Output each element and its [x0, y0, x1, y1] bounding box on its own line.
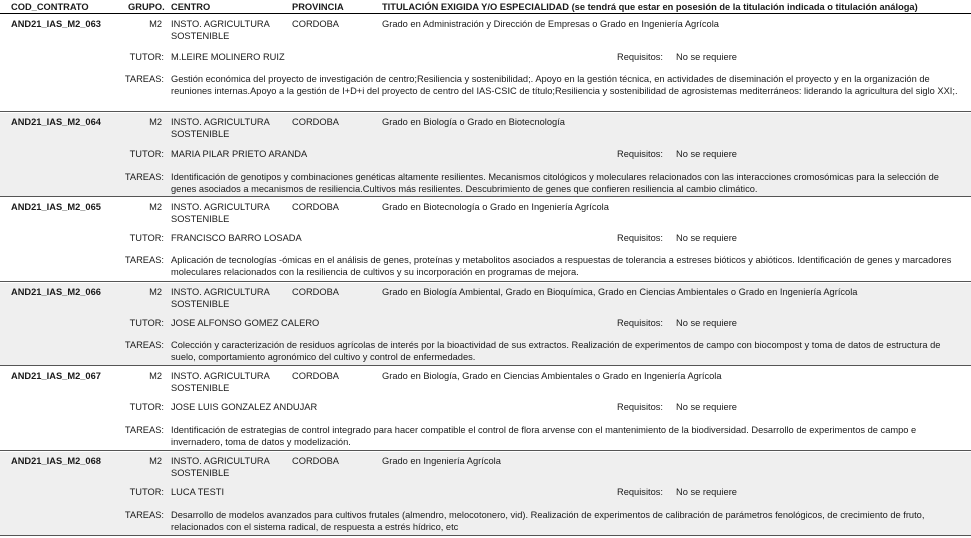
tutor-label: TUTOR:: [129, 318, 164, 328]
requirements-value: No se requiere: [676, 52, 737, 62]
tutor-name: FRANCISCO BARRO LOSADA: [171, 233, 302, 243]
requirements-value: No se requiere: [676, 233, 737, 243]
tutor-label: TUTOR:: [129, 149, 164, 159]
tutor-label: TUTOR:: [129, 52, 164, 62]
tasks-label: TAREAS:: [124, 74, 164, 84]
contract-code: AND21_IAS_M2_068: [11, 456, 101, 466]
requirements-value: No se requiere: [676, 487, 737, 497]
tasks-label: TAREAS:: [124, 425, 164, 435]
requirements-value: No se requiere: [676, 402, 737, 412]
header-centro: CENTRO: [171, 2, 211, 12]
tutor-name: JOSE ALFONSO GOMEZ CALERO: [171, 318, 320, 328]
table-row: [0, 367, 971, 451]
center-value: INSTO. AGRICULTURA SOSTENIBLE: [171, 117, 270, 139]
degree-value: Grado en Ingeniería Agrícola: [382, 456, 501, 466]
tasks-text: Aplicación de tecnologías -ómicas en el análisis de genes, proteínas y metabolitos asociados a respuestas de tolerancia a estreses bióticos y abióticos. Identificación de genes y marcadores moleculares relacionados con la resiliencia de cultivos y su incorporación en programas de mejora.: [171, 255, 952, 277]
degree-value: Grado en Biología Ambiental, Grado en Bioquímica, Grado en Ciencias Ambientales o Grado en Ingeniería Agrícola: [382, 287, 858, 297]
degree-value: Grado en Biología o Grado en Biotecnología: [382, 117, 565, 127]
requirements-label: Requisitos:: [617, 318, 663, 328]
group-value: M2: [149, 287, 162, 297]
group-value: M2: [149, 117, 162, 127]
province-value: CORDOBA: [292, 117, 340, 127]
table-row: [0, 15, 971, 112]
contract-code: AND21_IAS_M2_064: [11, 117, 101, 127]
tutor-name: JOSE LUIS GONZALEZ ANDUJAR: [171, 402, 318, 412]
requirements-label: Requisitos:: [617, 487, 663, 497]
center-value: INSTO. AGRICULTURA SOSTENIBLE: [171, 19, 270, 41]
tasks-label: TAREAS:: [124, 172, 164, 182]
province-value: CORDOBA: [292, 287, 340, 297]
requirements-label: Requisitos:: [617, 149, 663, 159]
table-row: [0, 283, 971, 366]
contract-code: AND21_IAS_M2_063: [11, 19, 101, 29]
group-value: M2: [149, 371, 162, 381]
tutor-name: LUCA TESTI: [171, 487, 225, 497]
province-value: CORDOBA: [292, 202, 340, 212]
contract-code: AND21_IAS_M2_065: [11, 202, 101, 212]
province-value: CORDOBA: [292, 371, 340, 381]
header-grupo: GRUPO.: [128, 2, 165, 12]
center-value: INSTO. AGRICULTURA SOSTENIBLE: [171, 287, 270, 309]
header-titulacion: TITULACIÓN EXIGIDA Y/O ESPECIALIDAD (se tendrá que estar en posesión de la titulación indicada o titulación análoga): [382, 2, 918, 12]
requirements-label: Requisitos:: [617, 52, 663, 62]
tasks-text: Identificación de estrategias de control integrado para hacer compatible el control de flora arvense con el mantenimiento de la biodiversidad. Desarrollo de experimentos de campo e invernadero, toma de datos y modelización.: [171, 425, 917, 447]
requirements-value: No se requiere: [676, 149, 737, 159]
group-value: M2: [149, 202, 162, 212]
center-value: INSTO. AGRICULTURA SOSTENIBLE: [171, 456, 270, 478]
header-provincia: PROVINCIA: [292, 2, 344, 12]
degree-value: Grado en Biotecnología o Grado en Ingeniería Agrícola: [382, 202, 609, 212]
contract-code: AND21_IAS_M2_067: [11, 371, 101, 381]
tutor-label: TUTOR:: [129, 402, 164, 412]
header-cod-contrato: COD_CONTRATO: [11, 2, 89, 12]
requirements-label: Requisitos:: [617, 402, 663, 412]
table-header: [0, 0, 971, 14]
degree-value: Grado en Biología, Grado en Ciencias Ambientales o Grado en Ingeniería Agrícola: [382, 371, 722, 381]
contract-code: AND21_IAS_M2_066: [11, 287, 101, 297]
table-row: [0, 452, 971, 536]
group-value: M2: [149, 456, 162, 466]
table-row: [0, 113, 971, 197]
group-value: M2: [149, 19, 162, 29]
requirements-label: Requisitos:: [617, 233, 663, 243]
tasks-label: TAREAS:: [124, 510, 164, 520]
province-value: CORDOBA: [292, 19, 340, 29]
tutor-name: MARIA PILAR PRIETO ARANDA: [171, 149, 308, 159]
tutor-name: M.LEIRE MOLINERO RUIZ: [171, 52, 285, 62]
degree-value: Grado en Administración y Dirección de Empresas o Grado en Ingeniería Agrícola: [382, 19, 719, 29]
tutor-label: TUTOR:: [129, 487, 164, 497]
center-value: INSTO. AGRICULTURA SOSTENIBLE: [171, 371, 270, 393]
table-row: [0, 198, 971, 282]
tasks-text: Colección y caracterización de residuos agrícolas de interés por la bioactividad de sus extractos. Realización de experimentos de campo con biocompost y toma de datos de estructura de suelo, comportamiento agronómico del cultivo y control de enfermedades.: [171, 340, 941, 362]
tutor-label: TUTOR:: [129, 233, 164, 243]
tasks-label: TAREAS:: [124, 340, 164, 350]
province-value: CORDOBA: [292, 456, 340, 466]
tasks-label: TAREAS:: [124, 255, 164, 265]
tasks-text: Gestión económica del proyecto de investigación de centro;Resiliencia y sostenibilidad;. Apoyo en la gestión técnica, en actividades de diseminación el proyecto y en la organización de reuniones internas.Apoyo a la gestión de I+D+i del proyecto de centro del IAS-CSIC de título;Resiliencia y sostenibilidad de agrosistemas mediterráneos: liderando la agricultura del siglo XXI;.: [171, 74, 958, 96]
requirements-value: No se requiere: [676, 318, 737, 328]
tasks-text: Identificación de genotipos y combinaciones genéticas altamente resilientes. Mecanismos citológicos y moleculares relacionados con las interacciones cromosómicas para la selección de genes asociados a mecanismos de resiliencia.Cultivos más resilientes. Descubrimiento de genes que confieren resiliencia al cambio climático.: [171, 172, 939, 194]
tasks-text: Desarrollo de modelos avanzados para cultivos frutales (almendro, melocotonero, vid). Realización de experimentos de calibración de parámetros fenológicos, de crecimiento de fruto, relacionados con el sistema radical, de respuesta a estrés hídrico, etc: [171, 510, 925, 532]
center-value: INSTO. AGRICULTURA SOSTENIBLE: [171, 202, 270, 224]
